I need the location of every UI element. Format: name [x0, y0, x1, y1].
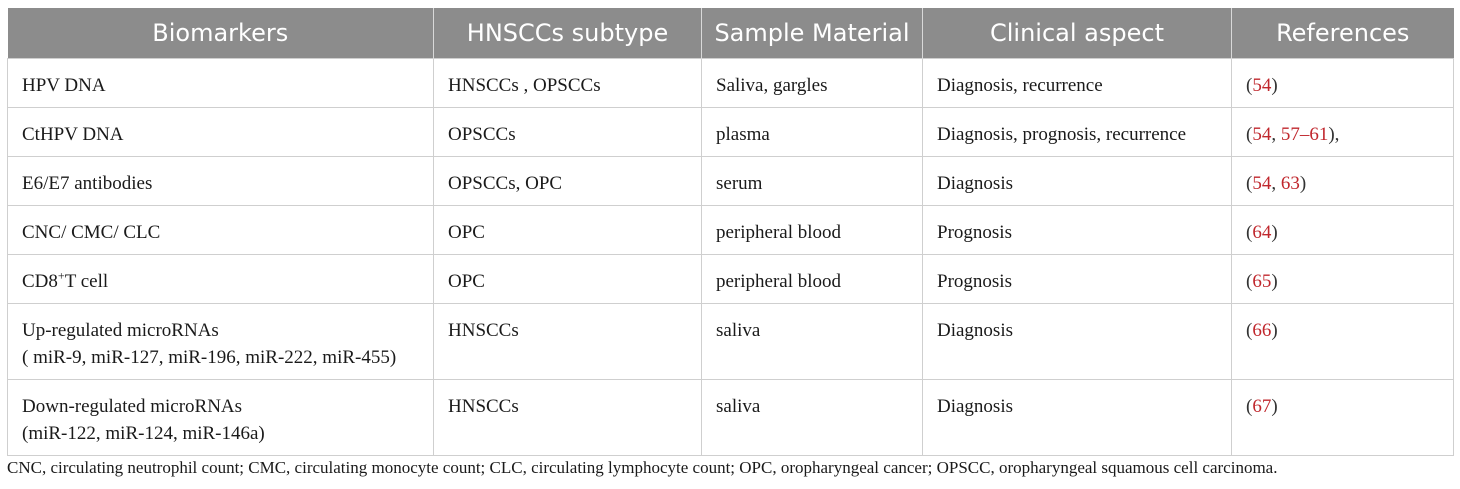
biomarker-detail: ( miR-9, miR-127, miR-196, miR-222, miR-455)	[22, 347, 397, 368]
biomarker-text-suffix: T cell	[64, 271, 109, 292]
biomarker-text: CD8	[22, 271, 58, 292]
reference-link[interactable]: 65	[1252, 271, 1272, 292]
ref-close: )	[1299, 173, 1307, 194]
biomarker-detail: (miR-122, miR-124, miR-146a)	[22, 423, 265, 444]
subtype-cell: OPC	[434, 255, 702, 304]
reference-link[interactable]: 64	[1252, 222, 1272, 243]
biomarker-cell	[8, 255, 434, 304]
biomarker-cell	[8, 304, 434, 380]
biomarker-table	[7, 8, 1454, 456]
clinical-cell: Diagnosis	[923, 157, 1232, 206]
sample-cell: plasma	[702, 108, 923, 157]
ref-open: (	[1246, 75, 1253, 96]
clinical-cell: Diagnosis, prognosis, recurrence	[923, 108, 1232, 157]
reference-link[interactable]: 54	[1252, 75, 1272, 96]
superscript-plus: +	[57, 268, 65, 283]
sample-cell: saliva	[702, 380, 923, 456]
subtype-cell: OPSCCs	[434, 108, 702, 157]
clinical-cell: Prognosis	[923, 255, 1232, 304]
reference-link[interactable]: 66	[1252, 320, 1272, 341]
reference-cell	[1232, 157, 1454, 206]
biomarker-table-container	[7, 8, 1453, 456]
table-row	[8, 206, 1454, 255]
clinical-cell: Diagnosis	[923, 304, 1232, 380]
ref-open: (	[1246, 124, 1253, 145]
ref-open: (	[1246, 173, 1253, 194]
header-clinical-aspect: Clinical aspect	[923, 8, 1232, 59]
reference-link[interactable]: 63	[1280, 173, 1300, 194]
header-references: References	[1232, 8, 1454, 59]
biomarker-cell	[8, 380, 434, 456]
table-row	[8, 157, 1454, 206]
subtype-cell: OPSCCs, OPC	[434, 157, 702, 206]
table-header-row	[8, 8, 1454, 59]
reference-cell	[1232, 59, 1454, 108]
biomarker-text: E6/E7 antibodies	[22, 173, 153, 194]
biomarker-cell	[8, 59, 434, 108]
ref-sep: –	[1299, 124, 1310, 145]
reference-link[interactable]: 61	[1309, 124, 1329, 145]
table-row	[8, 380, 1454, 456]
ref-close: ),	[1328, 124, 1340, 145]
reference-link[interactable]: 67	[1252, 396, 1272, 417]
subtype-cell: OPC	[434, 206, 702, 255]
header-biomarkers: Biomarkers	[8, 8, 434, 59]
subtype-cell: HNSCCs	[434, 380, 702, 456]
sample-cell: saliva	[702, 304, 923, 380]
sample-cell: peripheral blood	[702, 255, 923, 304]
subtype-cell: HNSCCs , OPSCCs	[434, 59, 702, 108]
biomarker-text: HPV DNA	[22, 75, 106, 96]
biomarker-cell	[8, 108, 434, 157]
sample-cell: peripheral blood	[702, 206, 923, 255]
ref-sep: ,	[1271, 173, 1281, 194]
ref-close: )	[1271, 320, 1278, 341]
biomarker-text: Down-regulated microRNAs	[22, 396, 243, 417]
ref-open: (	[1246, 396, 1253, 417]
biomarker-cell	[8, 157, 434, 206]
header-subtype: HNSCCs subtype	[434, 8, 702, 59]
table-row	[8, 304, 1454, 380]
reference-cell	[1232, 380, 1454, 456]
table-row	[8, 255, 1454, 304]
sample-cell: Saliva, gargles	[702, 59, 923, 108]
clinical-cell: Prognosis	[923, 206, 1232, 255]
biomarker-cell	[8, 206, 434, 255]
ref-open: (	[1246, 222, 1253, 243]
ref-sep: ,	[1271, 124, 1281, 145]
table-row	[8, 108, 1454, 157]
reference-link[interactable]: 57	[1280, 124, 1300, 145]
clinical-cell: Diagnosis, recurrence	[923, 59, 1232, 108]
reference-link[interactable]: 54	[1252, 124, 1272, 145]
clinical-cell: Diagnosis	[923, 380, 1232, 456]
header-sample-material: Sample Material	[702, 8, 923, 59]
biomarker-text: Up-regulated microRNAs	[22, 320, 219, 341]
ref-close: )	[1271, 222, 1278, 243]
biomarker-text: CtHPV DNA	[22, 124, 124, 145]
reference-cell	[1232, 304, 1454, 380]
ref-open: (	[1246, 320, 1253, 341]
reference-cell	[1232, 108, 1454, 157]
ref-close: )	[1271, 396, 1278, 417]
table-row	[8, 59, 1454, 108]
ref-close: )	[1271, 75, 1278, 96]
table-footnote: CNC, circulating neutrophil count; CMC, circulating monocyte count; CLC, circulating lymphocyte count; OPC, oropharyngeal cancer; OPSCC, oropharyngeal squamous cell carcinoma.	[7, 458, 1278, 477]
biomarker-text: CNC/ CMC/ CLC	[22, 222, 161, 243]
subtype-cell: HNSCCs	[434, 304, 702, 380]
reference-cell	[1232, 206, 1454, 255]
reference-cell	[1232, 255, 1454, 304]
ref-close: )	[1271, 271, 1278, 292]
sample-cell: serum	[702, 157, 923, 206]
ref-open: (	[1246, 271, 1253, 292]
reference-link[interactable]: 54	[1252, 173, 1272, 194]
